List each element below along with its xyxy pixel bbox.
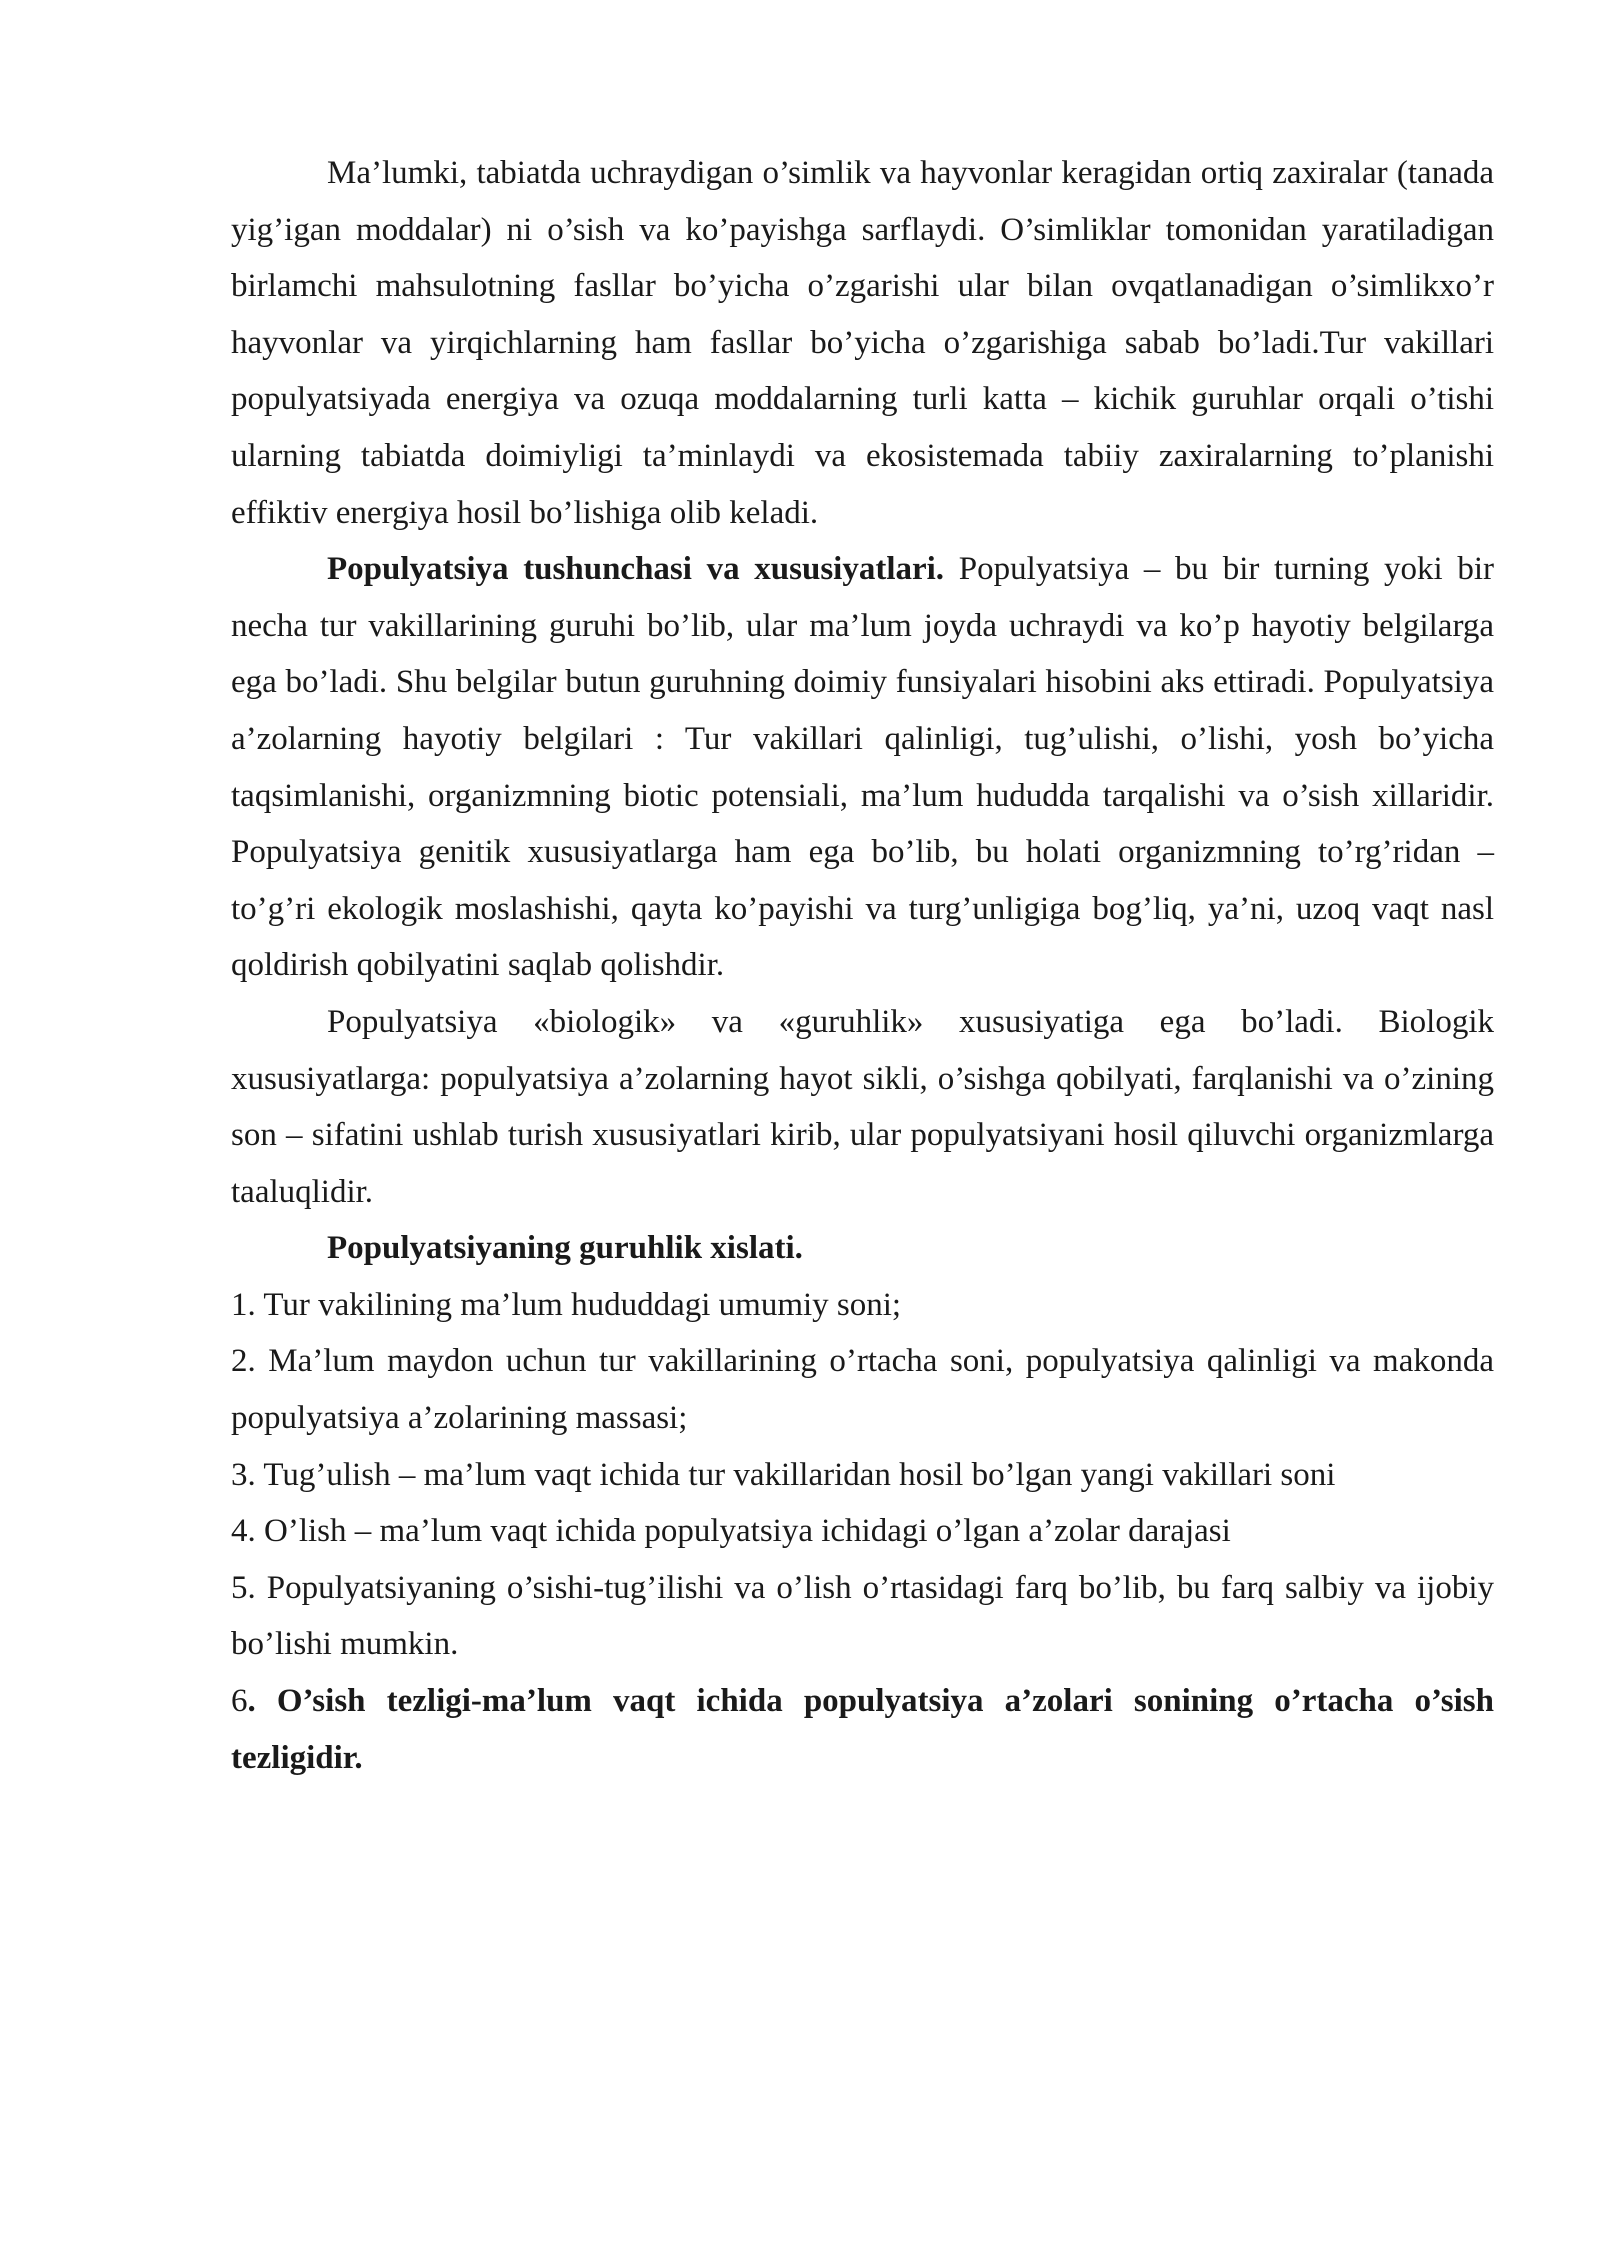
- list-item-number: 6: [231, 1683, 248, 1720]
- paragraph-population-concept: [231, 541, 1494, 994]
- paragraph-biological-properties: Populyatsiya «biologik» va «guruhlik» xususiyatiga ega bo’ladi. Biologik xususiyatlarga: populyatsiya a’zolarning hayot sikli, o’sishga qobilyati, farqlanishi va o’zining son – sifatini ushlab turish xususiyatlari kirib, ular populyatsiyani hosil qiluvchi organizmlarga taaluqlidir.: [231, 1003, 1494, 1210]
- section-heading: Populyatsiyaning guruhlik xislati.: [327, 1230, 803, 1267]
- paragraph-intro: Ma’lumki, tabiatda uchraydigan o’simlik va hayvonlar keragidan ortiq zaxiralar (tanada yig’igan moddalar) ni o’sish va ko’payishga sarflaydi. O’simliklar tomonidan yaratiladigan birlamchi mahsulotning fasllar bo’yicha o’zgarishi ular bilan ovqatlanadigan o’simlikxo’r hayvonlar va yirqichlarning ham fasllar bo’yicha o’zgarishiga sabab bo’ladi.Tur vakillari populyatsiyada energiya va ozuqa moddalarning turli katta – kichik guruhlar orqali o’tishi ularning tabiatda doimiyligi ta’minlaydi va ekosistemada tabiiy zaxiralarning to’planishi effiktiv energiya hosil bo’lishiga olib keladi.: [231, 155, 1494, 531]
- list-item: 1. Tur vakilining ma’lum hududdagi umumiy soni;: [231, 1286, 902, 1323]
- list-item-bold-text: . O’sish tezligi-ma’lum vaqt ichida populyatsiya a’zolari sonining o’rtacha o’sish tezligidir.: [231, 1683, 1494, 1776]
- paragraph-body: Populyatsiya – bu bir turning yoki bir necha tur vakillarining guruhi bo’lib, ular ma’lum joyda uchraydi va ko’p hayotiy belgilarga ega bo’ladi. Shu belgilar butun guruhning doimiy funsiyalari hisobini aks ettiradi. Populyatsiya a’zolarning hayotiy belgilari : Tur vakillari qalinligi, tug’ulishi, o’lishi, yosh bo’yicha taqsimlanishi, organizmning biotic potensiali, ma’lum hududda tarqalishi va o’sish xillaridir. Populyatsiya genitik xususiyatlarga ham ega bo’lib, bu holati organizmning to’rg’ridan – to’g’ri ekologik moslashishi, qayta ko’payishi va turg’unligiga bog’liq, ya’ni, uzoq vaqt nasl qoldirish qobilyatini saqlab qolishdir.: [231, 551, 1494, 984]
- list-item: 3. Tug’ulish – ma’lum vaqt ichida tur vakillaridan hosil bo’lgan yangi vakillari soni: [231, 1456, 1336, 1493]
- list-item: 2. Ma’lum maydon uchun tur vakillarining o’rtacha soni, populyatsiya qalinligi va makonda populyatsiya a’zolarining massasi;: [231, 1343, 1494, 1437]
- list-item-growth-rate: [231, 1673, 1494, 1786]
- list-item: 4. O’lish – ma’lum vaqt ichida populyatsiya ichidagi o’lgan a’zolar darajasi: [231, 1513, 1231, 1550]
- paragraph-heading: Populyatsiya tushunchasi va xususiyatlari.: [327, 551, 945, 588]
- list-item: 5. Populyatsiyaning o’sishi-tug’ilishi va o’lish o’rtasidagi farq bo’lib, bu farq salbiy va ijobiy bo’lishi mumkin.: [231, 1569, 1494, 1663]
